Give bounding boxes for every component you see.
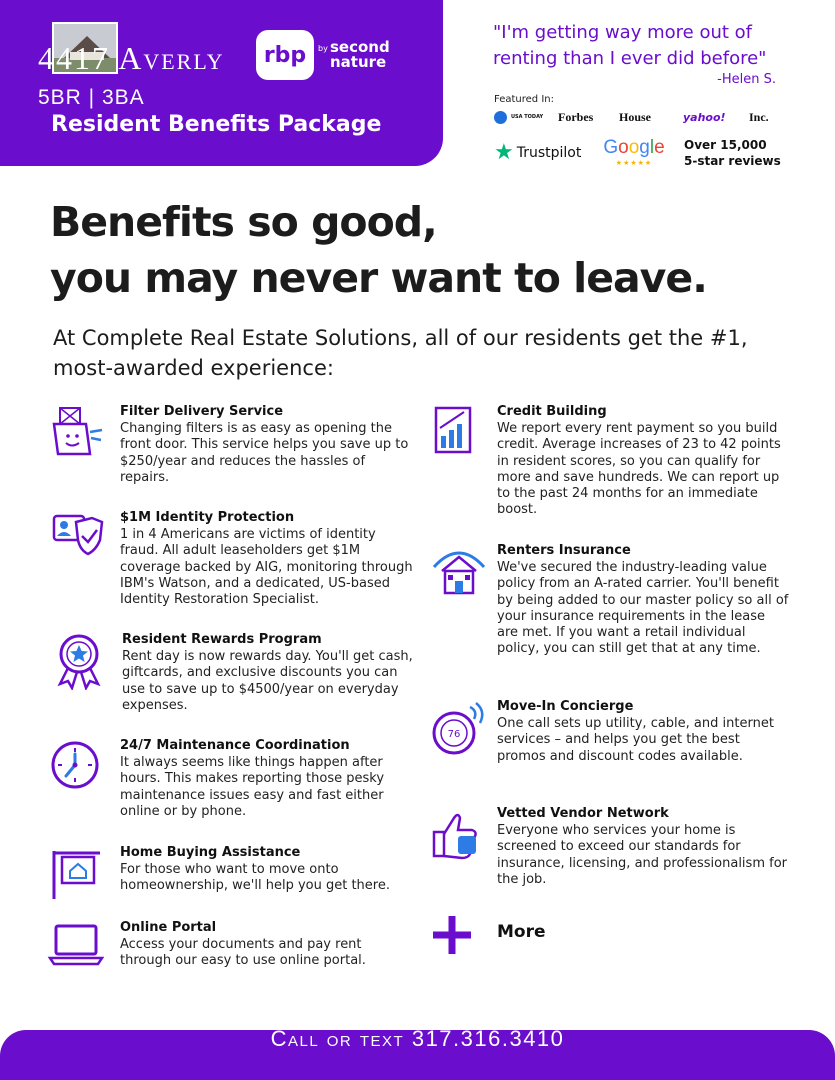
forbes-logo: Forbes bbox=[558, 109, 594, 124]
plus-icon bbox=[431, 914, 473, 956]
headline: Benefits so good, you may never want to leave. bbox=[50, 198, 707, 302]
house-logo: House bbox=[619, 109, 652, 124]
beds-baths: 5BR | 3BA bbox=[38, 86, 145, 109]
brand-by: by bbox=[318, 44, 328, 53]
benefit-description: 1 in 4 Americans are victims of identity fraud. All adult leaseholders get $1M coverage backed by AIG, monitoring through IBM's Watson, and a dedicated, US-based Identity Restoration Specialist. bbox=[120, 527, 413, 608]
benefit-description: It always seems like things happen after hours. This makes reporting those pesky maintenance issues easy and fast either online or by phone. bbox=[120, 755, 385, 819]
benefit-description: Changing filters is as easy as opening the front door. This service helps you save up to $250/year and reduces the hassles of repairs. bbox=[120, 421, 409, 485]
benefit-title: Online Portal bbox=[120, 920, 217, 935]
benefit-description: Access your documents and pay rent through our easy to use online portal. bbox=[120, 937, 366, 969]
benefit-online-portal bbox=[46, 920, 416, 980]
subheadline: At Complete Real Estate Solutions, all of our residents get the #1, most-awarded experience: bbox=[53, 326, 748, 380]
benefit-description: We've secured the industry-leading value policy from an A-rated carrier. You'll benefit by being added to our master policy so all of your insurance requirements in the lease are met. If you want a retail individual policy, you can still get that at any time. bbox=[497, 560, 789, 657]
benefit-description: Everyone who services your home is screened to exceed our standards for insurance, licensing, and professionalism for the job. bbox=[497, 823, 787, 887]
benefit-title: Vetted Vendor Network bbox=[497, 806, 669, 821]
benefit-title: 24/7 Maintenance Coordination bbox=[120, 738, 350, 753]
package-title: Resident Benefits Package bbox=[51, 112, 382, 137]
benefit-title: Resident Rewards Program bbox=[122, 632, 322, 647]
reviews-count: Over 15,000 5-star reviews bbox=[684, 138, 781, 168]
clock-icon bbox=[46, 738, 104, 796]
benefit-vendor-network bbox=[428, 806, 790, 896]
featured-label: Featured In: bbox=[494, 94, 554, 105]
benefit-home-buying bbox=[46, 845, 416, 905]
benefit-title: Move-In Concierge bbox=[497, 699, 634, 714]
benefit-title: Credit Building bbox=[497, 404, 607, 419]
benefit-description: Rent day is now rewards day. You'll get cash, giftcards, and exclusive discounts you can use to save up to $4500/year on everyday expenses. bbox=[122, 649, 413, 713]
benefit-credit-building bbox=[430, 404, 790, 524]
property-address: 4417 Averly bbox=[38, 40, 225, 76]
testimonial-quote: "I'm getting way more out of renting than I ever did before" bbox=[493, 22, 767, 69]
credit-chart-icon bbox=[430, 404, 488, 462]
benefit-maintenance bbox=[46, 738, 416, 828]
trustpilot-badge: ★ Trustpilot bbox=[494, 140, 582, 165]
benefit-identity-protection bbox=[46, 510, 416, 610]
more-label: More bbox=[497, 922, 546, 942]
svg-text:76: 76 bbox=[447, 729, 461, 740]
trustpilot-star-icon: ★ bbox=[494, 140, 514, 165]
benefit-filter-delivery bbox=[46, 404, 416, 494]
rbp-logo: rbp bbox=[256, 30, 314, 80]
testimonial-author: -Helen S. bbox=[717, 72, 776, 87]
inc-logo: Inc. bbox=[749, 109, 769, 124]
google-stars-icon: ★★★★★ bbox=[615, 159, 653, 167]
benefit-title: Renters Insurance bbox=[497, 543, 631, 558]
laptop-icon bbox=[46, 920, 104, 978]
insured-house-icon bbox=[430, 543, 488, 601]
home-sign-icon bbox=[46, 845, 104, 903]
benefit-description: For those who want to move onto homeownership, we'll help you get there. bbox=[120, 862, 390, 894]
identity-shield-icon bbox=[46, 510, 104, 568]
second-nature-logo: second nature bbox=[330, 38, 390, 71]
google-logo: Google bbox=[603, 137, 665, 158]
thumbs-up-icon bbox=[428, 806, 486, 864]
rewards-ribbon-icon bbox=[50, 632, 108, 690]
benefit-move-in-concierge bbox=[430, 699, 790, 789]
benefit-resident-rewards bbox=[50, 632, 416, 722]
yahoo-logo: yahoo! bbox=[683, 110, 726, 124]
google-badge bbox=[602, 137, 666, 167]
thermostat-icon bbox=[430, 699, 488, 757]
benefit-title: $1M Identity Protection bbox=[120, 510, 295, 525]
filter-delivery-icon bbox=[46, 404, 104, 462]
benefit-title: Home Buying Assistance bbox=[120, 845, 301, 860]
benefit-description: One call sets up utility, cable, and internet services – and helps you get the best promos and discount codes available. bbox=[497, 716, 774, 764]
benefit-title: Filter Delivery Service bbox=[120, 404, 284, 419]
benefit-description: We report every rent payment so you build credit. Average increases of 23 to 42 points in resident scores, so you can qualify for more and save hundreds. We can report up to the past 24 months for an immediate boost. bbox=[497, 421, 781, 518]
contact-cta: Call or text 317.316.3410 bbox=[270, 1026, 565, 1051]
usa-today-logo: USA TODAY bbox=[494, 108, 543, 126]
benefit-renters-insurance bbox=[430, 543, 790, 683]
